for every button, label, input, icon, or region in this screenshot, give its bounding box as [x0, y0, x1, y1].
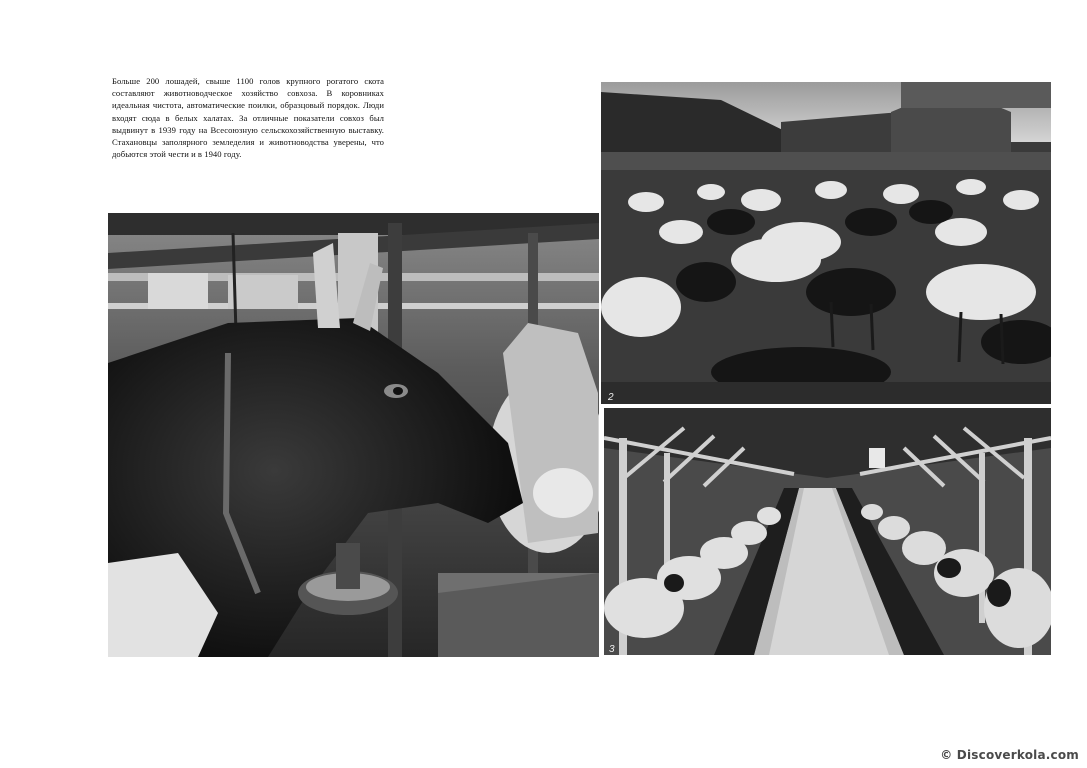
yard-image	[601, 82, 1051, 404]
cow-image	[108, 213, 599, 657]
photo-caption: Больше 200 лошадей, свыше 1100 голов крупного рогатого скота составляют животноводческое хозяйство совхоза. В коровниках идеальная чистота, автоматические поилки, образцовый порядок. Люди входят сюда в белых халатах. За отличные показатели совхоз был выдвинут в 1939 году на Всесоюзную сельскохозяйственную выставку. Стахановцы заполярного земледелия и животноводства уверены, что добьются этой чести и в 1940 году.	[112, 76, 384, 160]
watermark: © Discoverkola.com	[940, 748, 1079, 762]
photo-number-2: 2	[608, 392, 614, 403]
barn-image	[604, 408, 1051, 655]
photo-cow-waterer	[108, 213, 599, 657]
photo-cattle-yard	[601, 82, 1051, 404]
photo-number-3: 3	[609, 644, 615, 655]
photo-cowshed-interior	[604, 408, 1051, 655]
